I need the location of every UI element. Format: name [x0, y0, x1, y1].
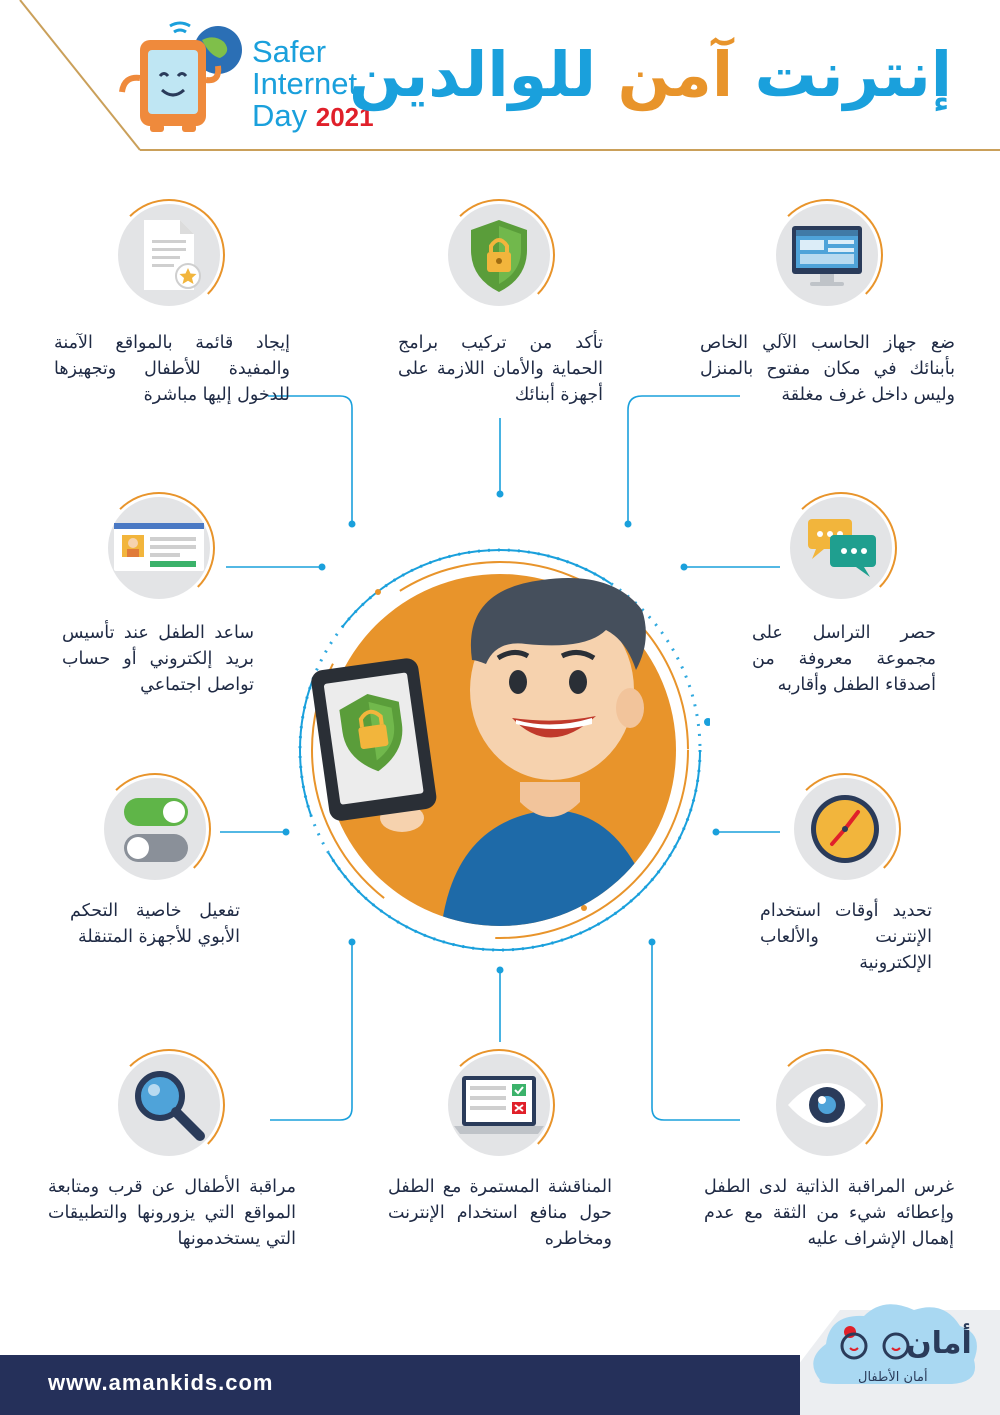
- tip-discussion: المناقشة المستمرة مع الطفل حول منافع استخدام الإنترنت ومخاطره: [388, 1177, 612, 1249]
- tip-limit-messaging: حصر التراسل على مجموعة معروفة من أصدقاء الطفل وأقاربه: [752, 623, 936, 695]
- tip-usage-time: تحديد أوقات استخدام الإنترنت والألعاب الإلكترونية: [760, 901, 932, 973]
- tip-computer-location: ضع جهاز الحاسب الآلي الخاص بأبنائك في مكان مفتوح بالمنزل وليس داخل غرف مغلقة: [700, 333, 955, 405]
- logo-line1: Safer: [252, 34, 327, 69]
- eye-icon: [776, 1054, 878, 1156]
- footer-url[interactable]: www.amankids.com: [48, 1370, 274, 1395]
- chat-bubbles-icon: [790, 497, 892, 599]
- tip-monitor-children: مراقبة الأطفال عن قرب ومتابعة المواقع التي يزورونها والتطبيقات التي يستخدمونها: [48, 1177, 296, 1249]
- brand-logo-text: أمان: [906, 1326, 972, 1361]
- title-part3: للوالدين: [349, 38, 597, 111]
- shield-lock-icon: [448, 204, 550, 306]
- toggle-switches-icon: [104, 778, 206, 880]
- tip-protection-software: تأكد من تركيب برامج الحماية والأمان اللازمة على أجهزة أبنائك: [398, 333, 603, 405]
- central-illustration: [290, 540, 710, 960]
- magnifier-icon: [118, 1054, 220, 1156]
- tip-safe-sites-list: إيجاد قائمة بالمواقع الآمنة والمفيدة للأطفال وتجهيزها للدخول إليها مباشرة: [54, 333, 290, 405]
- tip-self-monitoring: غرس المراقبة الذاتية لدى الطفل وإعطائه شيء من الثقة مع عدم إهمال الإشراف عليه: [704, 1177, 954, 1249]
- profile-card-icon: [108, 497, 210, 599]
- title-part1: إنترنت: [754, 38, 952, 111]
- tip-parental-control: تفعيل خاصية التحكم الأبوي للأجهزة المتنقلة: [70, 901, 240, 947]
- brand-tagline: أمان الأطفال: [858, 1370, 928, 1385]
- title-part2: آمن: [617, 38, 734, 111]
- document-star-icon: [118, 204, 220, 306]
- computer-monitor-icon: [776, 204, 878, 306]
- logo-year: 2021: [315, 102, 374, 132]
- aman-kids-logo: [800, 1300, 990, 1405]
- logo-line3: Day: [252, 98, 308, 133]
- clock-icon: [794, 778, 896, 880]
- logo-line2: Internet: [252, 66, 358, 101]
- tip-email-help: ساعد الطفل عند تأسيس بريد إلكتروني أو حساب تواصل اجتماعي: [62, 623, 254, 695]
- laptop-checklist-icon: [448, 1054, 550, 1156]
